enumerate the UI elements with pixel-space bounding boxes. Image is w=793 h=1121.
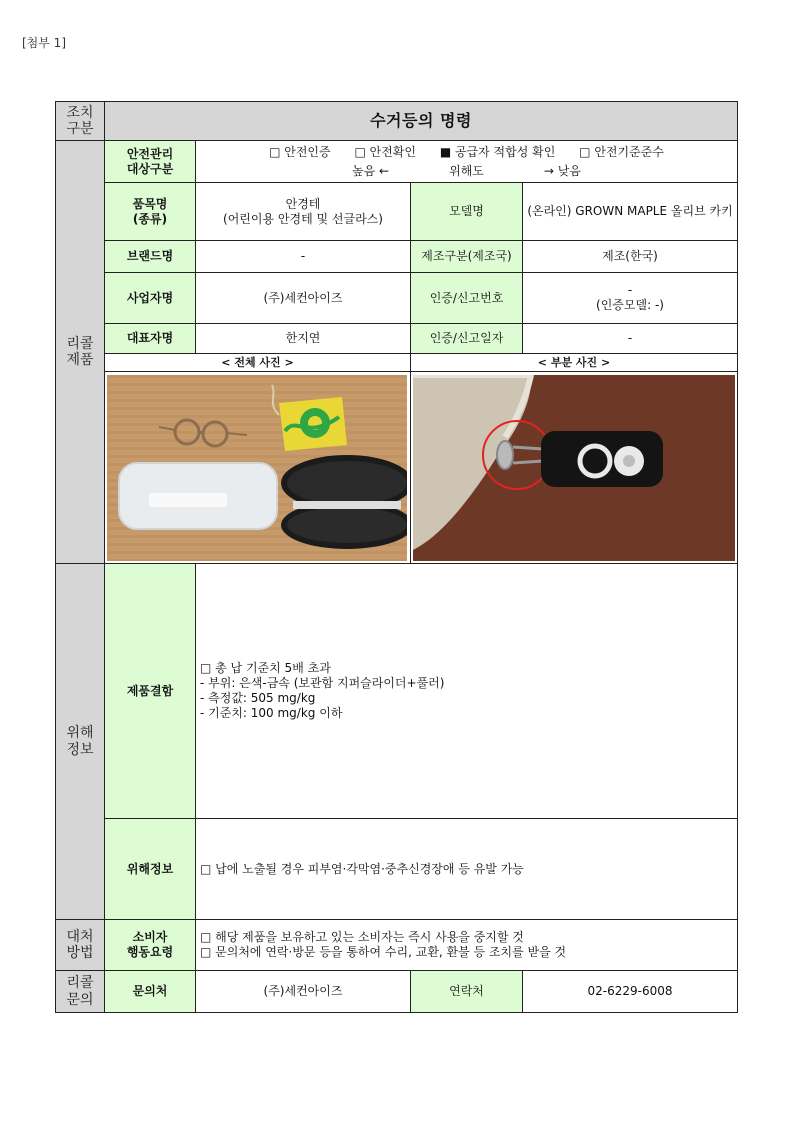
inquiry-label-text: 문의처 [132,984,168,998]
clear-case-icon [119,463,277,529]
black-case-icon [281,455,407,549]
phone-label [411,971,523,1013]
cert-number-label [411,273,523,324]
manufacture-value [523,241,738,273]
brand-name-label [105,241,196,273]
scale-high: 높음 ← [352,163,390,178]
phone-value-text: 02-6229-6008 [587,984,673,998]
photo-part [411,372,738,564]
item-name-value-text: 안경테 (어린이용 안경테 및 선글라스) [223,196,383,226]
scale-mid: 위해도 [449,163,484,178]
model-name-value [523,183,738,241]
defect-line-2: - 부위: 은색-금속 (보관함 지퍼슬라이더+풀러) [200,676,445,690]
photo-full [105,372,411,564]
hazard-label [105,819,196,920]
hazard-info-section-text: 위해 정보 [66,725,94,758]
recall-order-table [55,101,738,1013]
action-type-text: 조치 구분 [66,104,94,137]
defect-label [105,564,196,819]
hazard-info-section-label [56,564,105,920]
hazard-value [196,819,738,920]
photo-part-label-text: < 부분 사진 > [537,355,611,369]
defect-label-text: 제품결함 [126,683,174,698]
consumer-guide-label [105,920,196,971]
option-safety-confirm: □ 안전확인 [354,144,416,159]
action-section-text: 대처 방법 [66,928,94,961]
option-safety-standard: □ 안전기준준수 [579,144,664,159]
option-safety-cert: □ 안전인증 [269,144,331,159]
safety-category-value [196,141,738,183]
defect-line-1: □ 총 납 기준치 5배 초과 [200,661,331,675]
safety-category-options [200,145,733,160]
cert-date-label-text: 인증/신고일자 [429,331,504,345]
scale-low: → 낮음 [543,163,581,178]
brand-name-label-text: 브랜드명 [126,249,174,263]
contact-section-label [56,971,105,1013]
cert-number-value [523,273,738,324]
consumer-guide-label-text: 소비자 행동요령 [126,930,174,959]
title-text: 수거등의 명령 [370,111,472,130]
safety-category-label-text: 안전관리 대상구분 [126,146,174,176]
attachment-label: [첨부 1] [22,36,66,50]
business-name-label [105,273,196,324]
inquiry-label [105,971,196,1013]
phone-label-text: 연락처 [449,984,484,998]
manufacture-label-text: 제조구분(제조국) [421,249,512,263]
representative-label [105,324,196,354]
recall-product-section-label [56,141,105,564]
inquiry-value [196,971,411,1013]
manufacture-label [411,241,523,273]
phone-value [523,971,738,1013]
brand-name-value-text: - [300,249,306,263]
product-full-photo [107,375,407,561]
manufacture-value-text: 제조(한국) [602,249,658,263]
model-name-value-text: (온라인) GROWN MAPLE 올리브 카키 [527,204,733,218]
inquiry-value-text: (주)세컨아이즈 [263,984,343,998]
product-part-photo [413,375,735,561]
photo-part-label [411,354,738,372]
representative-value-text: 한지연 [285,331,321,345]
cert-date-value-text: - [627,331,633,345]
hazard-value-text: □ 납에 노출될 경우 피부염·각막염·중추신경장애 등 유발 가능 [200,861,524,876]
action-section-label [56,920,105,971]
cert-number-label-text: 인증/신고번호 [429,290,504,305]
recall-product-section-text: 리콜 제품 [66,335,94,368]
business-name-value [196,273,411,324]
safety-category-label [105,141,196,183]
defect-value [196,564,738,819]
photo-full-label-text: < 전체 사진 > [221,355,294,369]
option-supplier-conformity: ■ 공급자 적합성 확인 [439,144,556,159]
item-name-label [105,183,196,241]
consumer-guide-line-2: □ 문의처에 연락·방문 등을 통하여 수리, 교환, 환불 등 조치를 받을 것 [200,945,567,959]
model-name-label-text: 모델명 [449,204,484,218]
representative-value [196,324,411,354]
item-name-label-text: 품목명 (종류) [132,196,168,226]
item-name-value [196,183,411,241]
hazard-scale [200,164,733,179]
zipper-pull-icon [541,431,663,487]
action-type-label [56,102,105,141]
representative-label-text: 대표자명 [126,331,174,345]
brand-name-value [196,241,411,273]
business-name-label-text: 사업자명 [126,290,174,305]
defect-line-4: - 기준치: 100 mg/kg 이하 [200,706,343,720]
hazard-label-text: 위해정보 [126,861,174,876]
cert-number-value-text: - (인증모델: -) [596,283,664,312]
photo-full-label [105,354,411,372]
contact-section-text: 리콜 문의 [66,975,94,1008]
page-title [105,102,738,141]
cert-date-value [523,324,738,354]
consumer-guide-value [196,920,738,971]
consumer-guide-line-1: □ 해당 제품을 보유하고 있는 소비자는 즉시 사용을 중지할 것 [200,930,524,944]
model-name-label [411,183,523,241]
business-name-value-text: (주)세컨아이즈 [263,290,343,305]
defect-line-3: - 측정값: 505 mg/kg [200,691,316,705]
cert-date-label [411,324,523,354]
